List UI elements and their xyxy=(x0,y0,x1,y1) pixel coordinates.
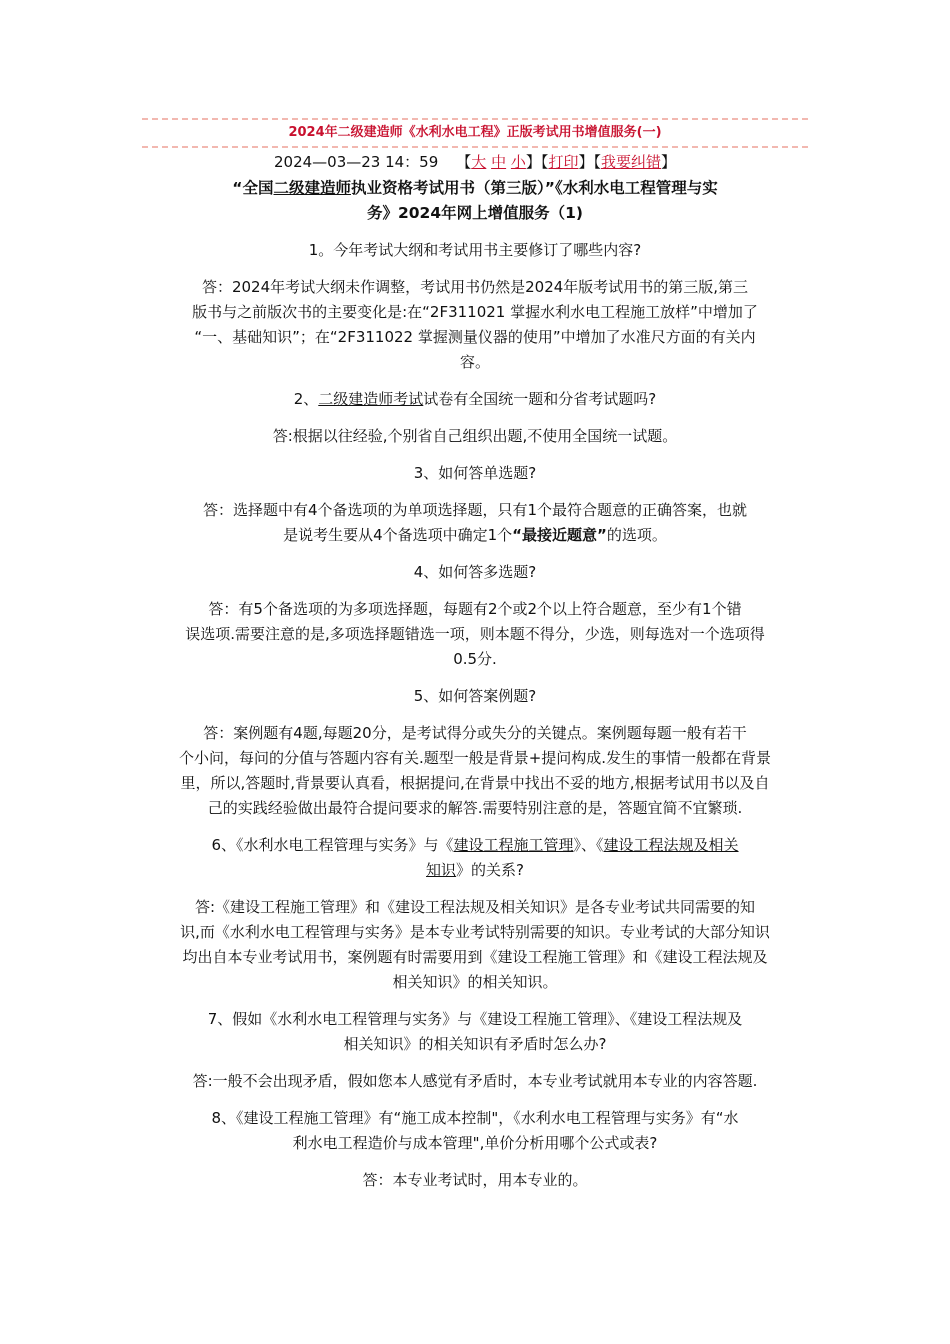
question-3: 3、如何答单选题? xyxy=(413,464,537,482)
construction-law-link[interactable]: 建设工程法规及相关 xyxy=(603,836,739,854)
bottom-dashed-divider xyxy=(142,146,808,148)
font-size-large-link[interactable]: 大 xyxy=(471,153,487,171)
construction-law-link-cont[interactable]: 知识 xyxy=(426,861,457,879)
answer-3: 答：选择题中有4个备选项的为单项选择题，只有1个最符合题意的正确答案，也就 是说考生要从4个备选项中确定1个“最接近题意”的选项。 xyxy=(202,501,748,544)
emphasis-text: “最接近题意” xyxy=(512,526,607,544)
question-1: 1。今年考试大纲和考试用书主要修订了哪些内容? xyxy=(308,241,642,259)
article-title: “全国二级建造师执业资格考试用书（第三版）”《水利水电工程管理与实 务》2024年网上增值服务（1) xyxy=(232,179,718,222)
answer-8: 答：本专业考试时，用本专业的。 xyxy=(362,1171,588,1189)
print-link[interactable]: 打印 xyxy=(548,153,579,171)
font-size-small-link[interactable]: 小 xyxy=(510,153,526,171)
question-5: 5、如何答案例题? xyxy=(413,687,537,705)
question-7: 7、假如《水利水电工程管理与实务》与《建设工程施工管理》、《建设工程法规及 相关知识》的相关知识有矛盾时怎么办? xyxy=(207,1010,743,1053)
question-8: 8、《建设工程施工管理》有“施工成本控制"，《水利水电工程管理与实务》有“水 利水电工程造价与成本管理",单价分析用哪个公式或表? xyxy=(211,1109,739,1152)
font-size-medium-link[interactable]: 中 xyxy=(491,153,507,171)
answer-2: 答:根据以往经验,个别省自己组织出题,不使用全国统一试题。 xyxy=(272,427,678,445)
meta-bar: 2024—03—23 14：59 【大 中 小】【打印】【我要纠错】 xyxy=(273,153,677,171)
answer-4: 答：有5个备选项的为多项选择题，每题有2个或2个以上符合题意，至少有1个错 误选项.需要注意的是,多项选择题错选一项，则本题不得分，少选，则每选对一个选项得 0.5分. xyxy=(185,600,765,668)
question-4: 4、如何答多选题? xyxy=(413,563,537,581)
question-6: 6、《水利水电工程管理与实务》与《建设工程施工管理》、《建设工程法规及相关 知识》的关系? xyxy=(211,836,739,879)
page-headline: 2024年二级建造师《水利水电工程》正版考试用书增值服务(一) xyxy=(288,125,662,140)
question-2: 2、二级建造师考试试卷有全国统一题和分省考试题吗? xyxy=(293,390,657,408)
publish-date: 2024—03—23 14：59 xyxy=(273,153,439,171)
answer-6: 答:《建设工程施工管理》和《建设工程法规及相关知识》是各专业考试共同需要的知 识,而《水利水电工程管理与实务》是本专业考试特别需要的知识。专业考试的大部分知识 均出自本专业考试用书，案例题有时需要用到《建设工程施工管理》和《建设工程法规及 相关知识》的相关知识。 xyxy=(180,898,770,991)
title-link-second-class-constructor[interactable]: 二级建造师 xyxy=(273,179,351,197)
answer-5: 答：案例题有4题,每题20分，是考试得分或失分的关键点。案例题每题一般有若干 个小问，每问的分值与答题内容有关.题型一般是背景+提问构成.发生的事情一般都在背景 里，所以,答题时,背景要认真看，根据提问,在背景中找出不妥的地方,根据考试用书以及自 己的实践经验做出最符合提问要求的解答.需要特别注意的是，答题宜简不宜繁琐. xyxy=(178,724,772,817)
report-error-link[interactable]: 我要纠错 xyxy=(600,153,661,171)
exam-link[interactable]: 二级建造师考试 xyxy=(318,390,424,408)
answer-7: 答:一般不会出现矛盾，假如您本人感觉有矛盾时，本专业考试就用本专业的内容答题. xyxy=(192,1072,758,1090)
article-page xyxy=(142,118,808,1193)
construction-management-link[interactable]: 建设工程施工管理 xyxy=(453,836,574,854)
answer-1: 答：2024年考试大纲未作调整，考试用书仍然是2024年版考试用书的第三版,第三 版书与之前版次书的主要变化是:在“2F311021 掌握水利水电工程施工放样”中增加了 “一、基础知识”；在“2F311022 掌握测量仪器的使用”中增加了水准尺方面的有关内 容。 xyxy=(192,278,758,371)
